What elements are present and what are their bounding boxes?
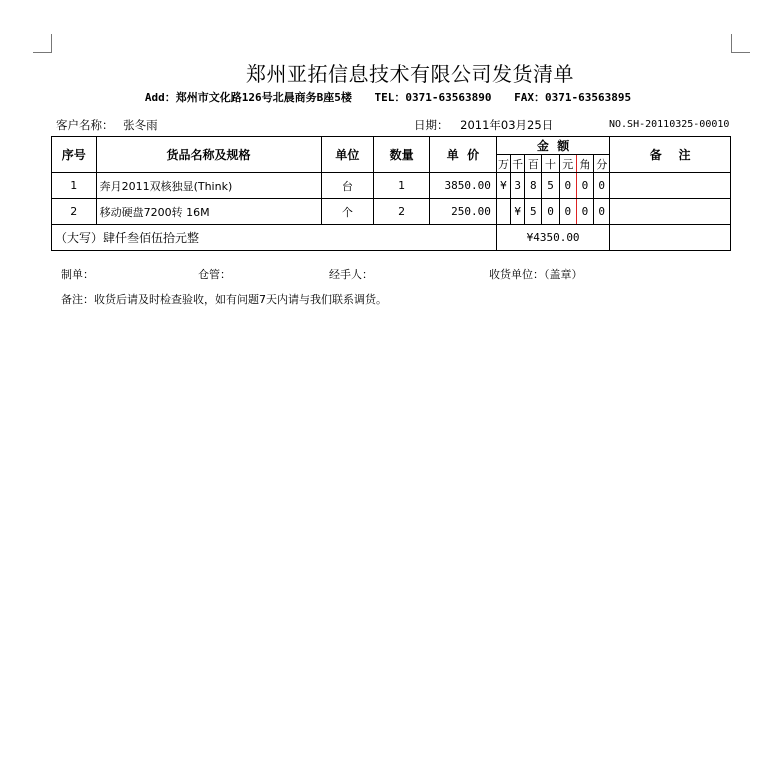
row-unit: 台 (321, 173, 374, 199)
table-row (52, 199, 731, 225)
total-row (52, 225, 731, 251)
digit-header: 百 (525, 155, 542, 173)
remark-note: 备注：收货后请及时检查验收，如有问题7天内请与我们联系调货。 (61, 293, 387, 306)
margin-corner-top-left (33, 34, 52, 53)
row-qty: 2 (374, 199, 430, 225)
total-remark (610, 225, 731, 251)
table-header-row (52, 137, 731, 155)
header-remark: 备 注 (610, 137, 731, 173)
digit-header: 角 (576, 155, 593, 173)
total-amount: ¥4350.00 (496, 225, 609, 251)
digit-header: 千 (511, 155, 525, 173)
digit-header: 十 (542, 155, 559, 173)
row-digit: 0 (559, 173, 576, 199)
date-label: 日期： (414, 118, 449, 132)
header-unit: 单位 (321, 137, 374, 173)
row-price: 3850.00 (429, 173, 496, 199)
row-digit: 0 (542, 199, 559, 225)
row-digit: 0 (576, 173, 593, 199)
customer-info (56, 117, 158, 133)
document-title: 郑州亚拓信息技术有限公司发货清单 (246, 62, 574, 86)
row-digit: ¥ (511, 199, 525, 225)
row-qty: 1 (374, 173, 430, 199)
fax-text: FAX：0371-63563895 (514, 91, 632, 104)
row-digit: 0 (594, 173, 610, 199)
row-digit: 0 (594, 199, 610, 225)
digit-header: 分 (594, 155, 610, 173)
date-info (414, 117, 553, 133)
row-seq: 2 (52, 199, 97, 225)
row-digit: ¥ (496, 173, 510, 199)
digit-header: 万 (496, 155, 510, 173)
document-number: NO.SH-20110325-00010 (609, 119, 730, 130)
header-amount: 金 额 (496, 137, 609, 155)
warehouse-label: 仓管： (198, 268, 231, 281)
row-remark (610, 199, 731, 225)
header-price: 单 价 (429, 137, 496, 173)
margin-corner-top-right (731, 34, 750, 53)
customer-name: 张冬雨 (123, 118, 158, 132)
row-price: 250.00 (429, 199, 496, 225)
receiver-label: 收货单位：（盖章） (489, 268, 583, 281)
row-digit: 5 (542, 173, 559, 199)
row-digit: 3 (511, 173, 525, 199)
row-remark (610, 173, 731, 199)
row-seq: 1 (52, 173, 97, 199)
header-name: 货品名称及规格 (96, 137, 321, 173)
total-words: （大写）肆仟叁佰伍拾元整 (52, 225, 497, 251)
row-digit: 0 (576, 199, 593, 225)
delivery-table (51, 136, 731, 251)
row-name: 移动硬盘7200转 16M (96, 199, 321, 225)
row-digit: 5 (525, 199, 542, 225)
date-value: 2011年03月25日 (460, 118, 554, 132)
row-digit: 8 (525, 173, 542, 199)
digit-header: 元 (559, 155, 576, 173)
row-digit: 0 (559, 199, 576, 225)
header-seq: 序号 (52, 137, 97, 173)
tel-text: TEL：0371-63563890 (374, 91, 492, 104)
row-name: 奔月2011双核独显(Think) (96, 173, 321, 199)
table-row (52, 173, 731, 199)
handler-label: 经手人： (329, 268, 373, 281)
address-text: Add：郑州市文化路126号北晨商务B座5楼 (144, 91, 352, 104)
address-line (0, 89, 776, 105)
customer-label: 客户名称： (56, 118, 114, 132)
header-qty: 数量 (374, 137, 430, 173)
maker-label: 制单： (61, 268, 94, 281)
row-unit: 个 (321, 199, 374, 225)
row-digit (496, 199, 510, 225)
